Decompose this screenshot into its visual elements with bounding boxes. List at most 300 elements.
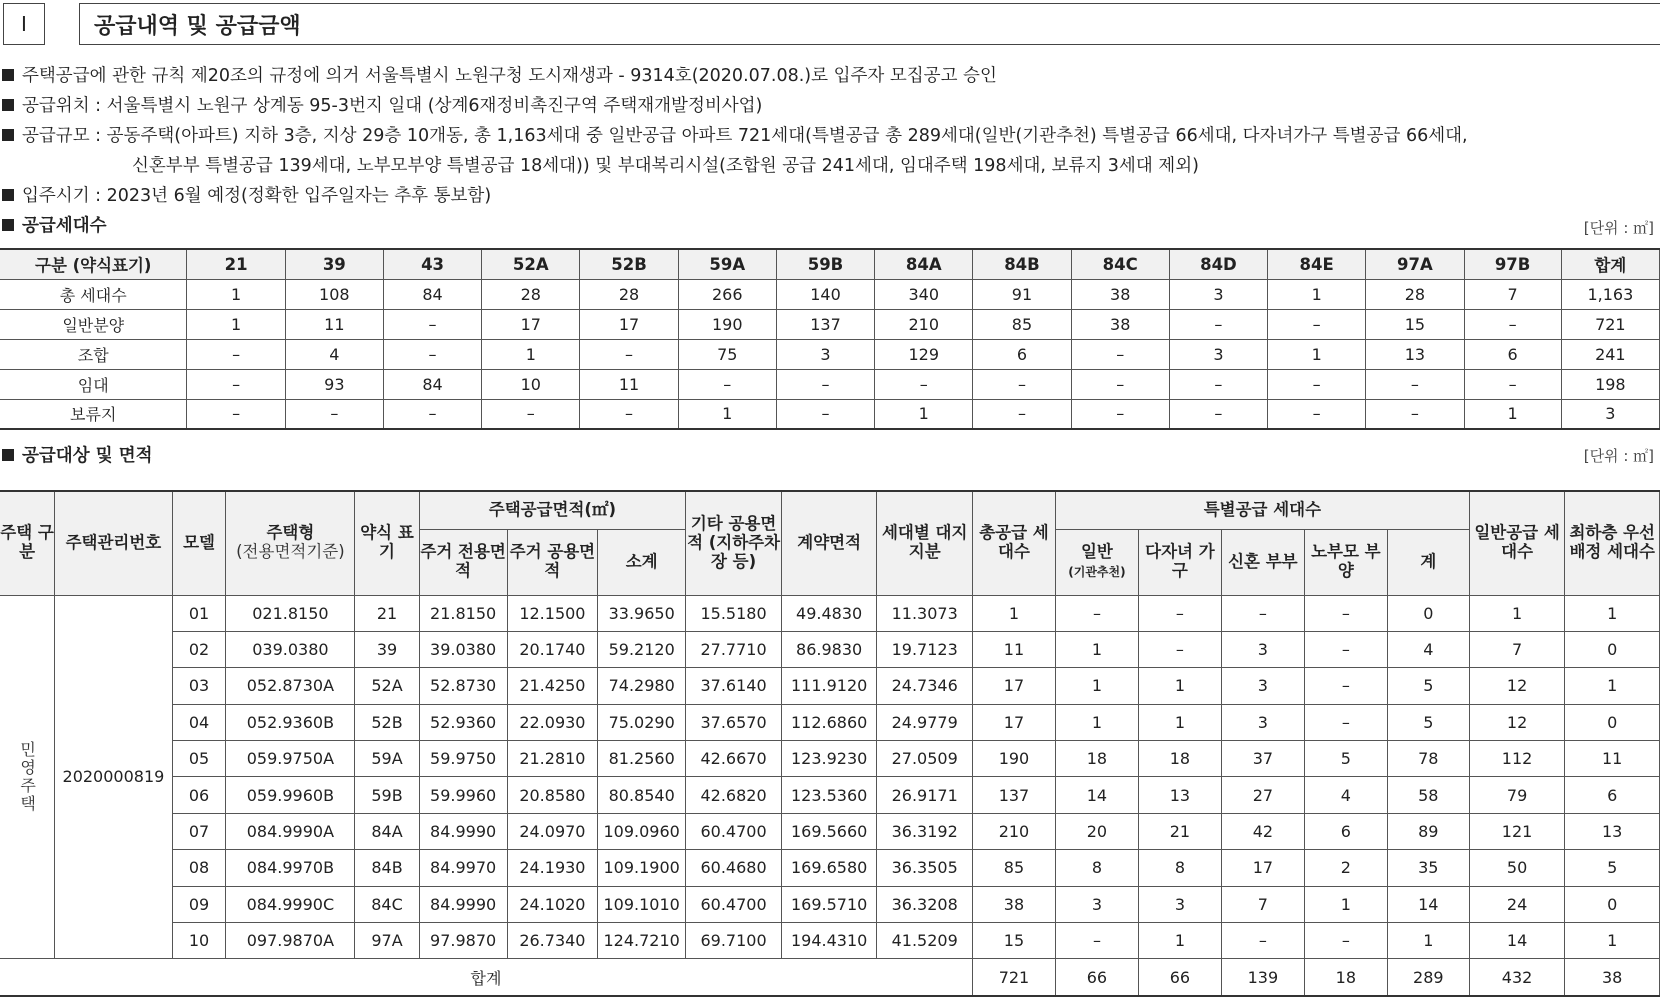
table-cell: 28 — [580, 279, 678, 309]
table-cell: 89 — [1387, 813, 1469, 849]
table-cell: – — [1221, 595, 1304, 631]
table-header-cell: 52B — [580, 249, 678, 279]
table-cell: 6 — [973, 339, 1071, 369]
total-cell: 721 — [972, 959, 1055, 997]
table-cell: 7 — [1469, 631, 1565, 667]
table-cell: – — [1055, 595, 1138, 631]
table-cell: 84 — [383, 279, 481, 309]
col-lowest-floor: 최하층 우선배정 세대수 — [1565, 491, 1660, 595]
table-cell: – — [1221, 923, 1304, 959]
table-cell: 1 — [1055, 704, 1138, 740]
table-cell: 20.8580 — [507, 777, 597, 813]
table-cell: 7 — [1464, 279, 1561, 309]
total-cell: 66 — [1138, 959, 1221, 997]
table-cell: 5 — [1565, 850, 1660, 886]
table-cell: – — [1169, 399, 1267, 429]
table-cell: – — [1055, 923, 1138, 959]
table-cell: – — [383, 309, 481, 339]
table-cell: 84.9990 — [419, 813, 507, 849]
unit-label: [단위 : ㎡] — [1583, 219, 1654, 237]
table-cell: 241 — [1561, 339, 1659, 369]
table-cell: 26.9171 — [877, 777, 973, 813]
table-cell: 24.7346 — [877, 668, 973, 704]
table-cell: – — [1304, 595, 1387, 631]
table-cell: 1,163 — [1561, 279, 1659, 309]
col-other-common-area: 기타 공용면적 (지하주차장 등) — [686, 491, 782, 595]
table-cell: 3 — [1221, 668, 1304, 704]
table-row — [0, 741, 1660, 777]
supply-area-heading: 공급대상 및 면적 — [2, 442, 153, 467]
table-cell: 27 — [1221, 777, 1304, 813]
table-cell: 93 — [285, 369, 383, 399]
table-header-cell: 52A — [482, 249, 580, 279]
table-cell: 06 — [172, 777, 226, 813]
table-cell: 11 — [580, 369, 678, 399]
table-cell: 01 — [172, 595, 226, 631]
table-cell: – — [1304, 631, 1387, 667]
col-housing-type: 주택 구분 — [0, 491, 55, 595]
table-cell: 6 — [1304, 813, 1387, 849]
table-cell: 84 — [383, 369, 481, 399]
table-cell: 1 — [1469, 595, 1565, 631]
table-cell: 1 — [678, 399, 776, 429]
table-cell: – — [973, 369, 1071, 399]
table-cell: 37.6140 — [686, 668, 782, 704]
table-cell: 60.4700 — [686, 886, 782, 922]
table-cell: 190 — [678, 309, 776, 339]
square-bullet-icon — [2, 69, 14, 81]
table-cell: 52.8730 — [419, 668, 507, 704]
col-area-subtotal: 소계 — [598, 529, 686, 595]
table-cell: 07 — [172, 813, 226, 849]
housing-type-cell: 민영주택 — [0, 595, 55, 959]
table-cell: 11 — [1565, 741, 1660, 777]
table-cell: 123.5360 — [781, 777, 877, 813]
table-cell: 13 — [1138, 777, 1221, 813]
table-cell: – — [1138, 631, 1221, 667]
table-header-cell: 구분 (약식표기) — [0, 249, 187, 279]
table-cell: – — [580, 399, 678, 429]
table-cell: 36.3192 — [877, 813, 973, 849]
col-special-supply: 특별공급 세대수 — [1055, 491, 1469, 529]
table-cell: – — [1138, 595, 1221, 631]
table-cell: 4 — [285, 339, 383, 369]
table-header-row — [0, 249, 1660, 279]
table-cell: 75 — [678, 339, 776, 369]
total-cell: 139 — [1221, 959, 1304, 997]
table-cell: 12 — [1469, 704, 1565, 740]
row-label: 총 세대수 — [0, 279, 187, 309]
table-cell: 169.5660 — [781, 813, 877, 849]
table-cell: 084.9970B — [226, 850, 355, 886]
table-cell: 22.0930 — [507, 704, 597, 740]
table-cell: 79 — [1469, 777, 1565, 813]
table-cell: 8 — [1055, 850, 1138, 886]
table-cell: 60.4680 — [686, 850, 782, 886]
table-cell: 3 — [1169, 279, 1267, 309]
table-cell: 39 — [355, 631, 419, 667]
table-cell: 1 — [1138, 923, 1221, 959]
square-bullet-icon — [2, 219, 14, 231]
table-cell: 3 — [1169, 339, 1267, 369]
table-cell: 74.2980 — [598, 668, 686, 704]
table-cell: 28 — [482, 279, 580, 309]
table-cell: 129 — [875, 339, 973, 369]
square-bullet-icon — [2, 99, 14, 111]
table-cell: – — [187, 369, 285, 399]
table-cell: 3 — [1221, 631, 1304, 667]
table-cell: 97A — [355, 923, 419, 959]
table-cell: 85 — [972, 850, 1055, 886]
table-cell: 12.1500 — [507, 595, 597, 631]
table-cell: 6 — [1565, 777, 1660, 813]
table-cell: 4 — [1304, 777, 1387, 813]
table-cell: 15.5180 — [686, 595, 782, 631]
table-header-cell: 59B — [776, 249, 874, 279]
table-cell: 17 — [482, 309, 580, 339]
table-cell: 1 — [875, 399, 973, 429]
table-cell: – — [1071, 369, 1169, 399]
table-cell: 59A — [355, 741, 419, 777]
table-cell: 111.9120 — [781, 668, 877, 704]
table-cell: – — [1304, 704, 1387, 740]
table-cell: 039.0380 — [226, 631, 355, 667]
table-cell: 38 — [972, 886, 1055, 922]
table-cell: 19.7123 — [877, 631, 973, 667]
table-cell: 7 — [1221, 886, 1304, 922]
table-cell: 21.2810 — [507, 741, 597, 777]
table-cell: 75.0290 — [598, 704, 686, 740]
table-cell: 27.0509 — [877, 741, 973, 777]
table-cell: 190 — [972, 741, 1055, 777]
table-cell: 109.1900 — [598, 850, 686, 886]
table-cell: 78 — [1387, 741, 1469, 777]
table-cell: 210 — [875, 309, 973, 339]
table-cell: – — [187, 339, 285, 369]
table-cell: 1 — [1268, 339, 1366, 369]
table-cell: 84C — [355, 886, 419, 922]
table-cell: 1 — [482, 339, 580, 369]
section-header — [3, 3, 1660, 47]
table-cell: 1 — [1464, 399, 1561, 429]
table-cell: – — [580, 339, 678, 369]
table-cell: 84.9990 — [419, 886, 507, 922]
table-cell: 3 — [776, 339, 874, 369]
table-cell: 42.6670 — [686, 741, 782, 777]
row-label: 임대 — [0, 369, 187, 399]
table-cell: 86.9830 — [781, 631, 877, 667]
table-cell: – — [1366, 369, 1464, 399]
table-row — [0, 668, 1660, 704]
supply-area-table — [0, 490, 1660, 997]
notice-list — [0, 61, 1660, 211]
table-header-cell: 84B — [973, 249, 1071, 279]
table-cell: 109.1010 — [598, 886, 686, 922]
table-row — [0, 279, 1660, 309]
col-unit-type: 주택형 (전용면적기준) — [226, 491, 355, 595]
table-cell: 097.9870A — [226, 923, 355, 959]
table-row — [0, 886, 1660, 922]
total-cell: 432 — [1469, 959, 1565, 997]
table-cell: 11.3073 — [877, 595, 973, 631]
section-number: Ⅰ — [3, 3, 45, 45]
table-cell: 1 — [187, 309, 285, 339]
total-row — [0, 959, 1660, 997]
table-cell: 38 — [1071, 309, 1169, 339]
table-header-cell: 97B — [1464, 249, 1561, 279]
table-cell: – — [776, 399, 874, 429]
table-cell: 05 — [172, 741, 226, 777]
table-cell: 15 — [1366, 309, 1464, 339]
col-sp-general: 일반 (기관추천) — [1055, 529, 1138, 595]
table-cell: – — [187, 399, 285, 429]
col-mgmt-number: 주택관리번호 — [55, 491, 173, 595]
table-cell: – — [285, 399, 383, 429]
table-cell: – — [1268, 309, 1366, 339]
table-cell: 721 — [1561, 309, 1659, 339]
table-cell: 14 — [1469, 923, 1565, 959]
table-cell: 20 — [1055, 813, 1138, 849]
table-cell: 266 — [678, 279, 776, 309]
table-cell: 14 — [1387, 886, 1469, 922]
table-cell: 28 — [1366, 279, 1464, 309]
table-cell: 059.9960B — [226, 777, 355, 813]
table-cell: 97.9870 — [419, 923, 507, 959]
table-cell: 58 — [1387, 777, 1469, 813]
total-cell: 66 — [1055, 959, 1138, 997]
table-cell: – — [875, 369, 973, 399]
table-cell: – — [1304, 668, 1387, 704]
table-cell: 02 — [172, 631, 226, 667]
table-cell: 69.7100 — [686, 923, 782, 959]
table-cell: 52A — [355, 668, 419, 704]
table-cell: – — [1071, 339, 1169, 369]
table-cell: 35 — [1387, 850, 1469, 886]
table-cell: 80.8540 — [598, 777, 686, 813]
row-label: 조합 — [0, 339, 187, 369]
total-label: 합계 — [0, 959, 972, 997]
table-cell: 03 — [172, 668, 226, 704]
table-cell: 36.3208 — [877, 886, 973, 922]
table-cell: 140 — [776, 279, 874, 309]
table-cell: 6 — [1464, 339, 1561, 369]
table-cell: 39.0380 — [419, 631, 507, 667]
table-cell: 24.0970 — [507, 813, 597, 849]
table-cell: – — [678, 369, 776, 399]
table-cell: 37 — [1221, 741, 1304, 777]
table-cell: 084.9990C — [226, 886, 355, 922]
col-total-supply: 총공급 세대수 — [972, 491, 1055, 595]
table-cell: – — [973, 399, 1071, 429]
table-cell: – — [1268, 399, 1366, 429]
table-cell: 137 — [776, 309, 874, 339]
table-cell: 24 — [1469, 886, 1565, 922]
table-cell: 123.9230 — [781, 741, 877, 777]
table-cell: 8 — [1138, 850, 1221, 886]
table-cell: 052.8730A — [226, 668, 355, 704]
table-cell: 1 — [1387, 923, 1469, 959]
table-cell: 1 — [187, 279, 285, 309]
table-cell: 1 — [1565, 923, 1660, 959]
table-row — [0, 813, 1660, 849]
table-cell: 60.4700 — [686, 813, 782, 849]
table-cell: 5 — [1387, 668, 1469, 704]
table-cell: 194.4310 — [781, 923, 877, 959]
table-cell: 0 — [1565, 704, 1660, 740]
table-cell: 52B — [355, 704, 419, 740]
table-cell: 41.5209 — [877, 923, 973, 959]
table-cell: 1 — [1055, 668, 1138, 704]
table-cell: 17 — [1221, 850, 1304, 886]
total-cell: 289 — [1387, 959, 1469, 997]
table-cell: 3 — [1138, 886, 1221, 922]
table-cell: 137 — [972, 777, 1055, 813]
square-bullet-icon — [2, 129, 14, 141]
table-cell: 0 — [1387, 595, 1469, 631]
table-cell: 08 — [172, 850, 226, 886]
table-cell: 21.8150 — [419, 595, 507, 631]
table-cell: 59.2120 — [598, 631, 686, 667]
table-cell: 052.9360B — [226, 704, 355, 740]
table-row — [0, 309, 1660, 339]
table-cell: – — [1268, 369, 1366, 399]
table-cell: 17 — [972, 668, 1055, 704]
table-cell: 20.1740 — [507, 631, 597, 667]
table-cell: 13 — [1366, 339, 1464, 369]
table-header-cell: 97A — [1366, 249, 1464, 279]
table-cell: 59.9750 — [419, 741, 507, 777]
table-cell: – — [1169, 369, 1267, 399]
table-cell: 3 — [1561, 399, 1659, 429]
total-cell: 18 — [1304, 959, 1387, 997]
table-cell: 59.9960 — [419, 777, 507, 813]
table-cell: 26.7340 — [507, 923, 597, 959]
table-cell: 91 — [973, 279, 1071, 309]
table-cell: 84.9970 — [419, 850, 507, 886]
table-cell: 24.9779 — [877, 704, 973, 740]
section-title: 공급내역 및 공급금액 — [79, 3, 1660, 45]
table-row — [0, 704, 1660, 740]
table-cell: 1 — [1268, 279, 1366, 309]
table-cell: 59B — [355, 777, 419, 813]
table-cell: 12 — [1469, 668, 1565, 704]
col-sp-multichild: 다자녀 가구 — [1138, 529, 1221, 595]
table-cell: 42 — [1221, 813, 1304, 849]
table-cell: 36.3505 — [877, 850, 973, 886]
table-header-cell: 84A — [875, 249, 973, 279]
table-cell: 3 — [1055, 886, 1138, 922]
table-cell: 109.0960 — [598, 813, 686, 849]
table-header-cell: 21 — [187, 249, 285, 279]
table-cell: 121 — [1469, 813, 1565, 849]
supply-count-table — [0, 248, 1660, 430]
table-cell: 210 — [972, 813, 1055, 849]
table-cell: 169.5710 — [781, 886, 877, 922]
table-cell: 37.6570 — [686, 704, 782, 740]
supply-count-heading: 공급세대수 — [2, 212, 107, 237]
col-sp-elderly: 노부모 부양 — [1304, 529, 1387, 595]
table-cell: 17 — [580, 309, 678, 339]
table-cell: 52.9360 — [419, 704, 507, 740]
table-cell: 1 — [1565, 668, 1660, 704]
table-header-cell: 43 — [383, 249, 481, 279]
total-cell: 38 — [1565, 959, 1660, 997]
table-cell: 27.7710 — [686, 631, 782, 667]
col-exclusive-area: 주거 전용면적 — [419, 529, 507, 595]
row-label: 보류지 — [0, 399, 187, 429]
table-cell: 85 — [973, 309, 1071, 339]
table-cell: 112.6860 — [781, 704, 877, 740]
col-contract-area: 계약면적 — [781, 491, 877, 595]
notice-item: 공급위치 : 서울특별시 노원구 상계동 95-3번지 일대 (상계6재정비촉진구역 주택재개발정비사업) — [0, 91, 1660, 121]
col-abbr: 약식 표기 — [355, 491, 419, 595]
table-cell: – — [1464, 309, 1561, 339]
table-cell: – — [1464, 369, 1561, 399]
table-cell: 50 — [1469, 850, 1565, 886]
table-cell: 09 — [172, 886, 226, 922]
table-cell: 24.1020 — [507, 886, 597, 922]
table-cell: 81.2560 — [598, 741, 686, 777]
table-cell: 24.1930 — [507, 850, 597, 886]
col-sp-sum: 계 — [1387, 529, 1469, 595]
notice-item: 주택공급에 관한 규칙 제20조의 규정에 의거 서울특별시 노원구청 도시재생과 - 9314호(2020.07.08.)로 입주자 모집공고 승인 — [0, 61, 1660, 91]
table-cell: 084.9990A — [226, 813, 355, 849]
square-bullet-icon — [2, 449, 14, 461]
table-cell: 1 — [1304, 886, 1387, 922]
col-general-supply: 일반공급 세대수 — [1469, 491, 1565, 595]
col-sp-newlywed: 신혼 부부 — [1221, 529, 1304, 595]
notice-item: 입주시기 : 2023년 6월 예정(정확한 입주일자는 추후 통보함) — [0, 181, 1660, 211]
table-cell: – — [482, 399, 580, 429]
table-cell: 0 — [1565, 631, 1660, 667]
table-cell: – — [383, 339, 481, 369]
table-cell: 21.4250 — [507, 668, 597, 704]
table-cell: 11 — [285, 309, 383, 339]
col-land-share: 세대별 대지지분 — [877, 491, 973, 595]
table-cell: 84B — [355, 850, 419, 886]
square-bullet-icon — [2, 189, 14, 201]
table-row — [0, 923, 1660, 959]
table-cell: 38 — [1071, 279, 1169, 309]
table-cell: 13 — [1565, 813, 1660, 849]
table-cell: 1 — [1138, 704, 1221, 740]
table-cell: 124.7210 — [598, 923, 686, 959]
table-row — [0, 631, 1660, 667]
table-cell: 1 — [1565, 595, 1660, 631]
table-row — [0, 399, 1660, 429]
table-cell: 3 — [1221, 704, 1304, 740]
table-cell: 5 — [1387, 704, 1469, 740]
table-cell: 33.9650 — [598, 595, 686, 631]
table-cell: 21 — [1138, 813, 1221, 849]
table-cell: 5 — [1304, 741, 1387, 777]
table-header-cell: 84E — [1268, 249, 1366, 279]
mgmt-number-cell: 2020000819 — [55, 595, 173, 959]
table-cell: – — [776, 369, 874, 399]
table-cell: 169.6580 — [781, 850, 877, 886]
row-label: 일반분양 — [0, 309, 187, 339]
table-header-cell: 84D — [1169, 249, 1267, 279]
table-cell: – — [383, 399, 481, 429]
col-supply-area: 주택공급면적(㎡) — [419, 491, 686, 529]
table-cell: 18 — [1138, 741, 1221, 777]
table-row — [0, 777, 1660, 813]
table-header-cell: 59A — [678, 249, 776, 279]
table-row — [0, 369, 1660, 399]
table-cell: – — [1169, 309, 1267, 339]
table-cell: 198 — [1561, 369, 1659, 399]
table-cell: – — [1304, 923, 1387, 959]
